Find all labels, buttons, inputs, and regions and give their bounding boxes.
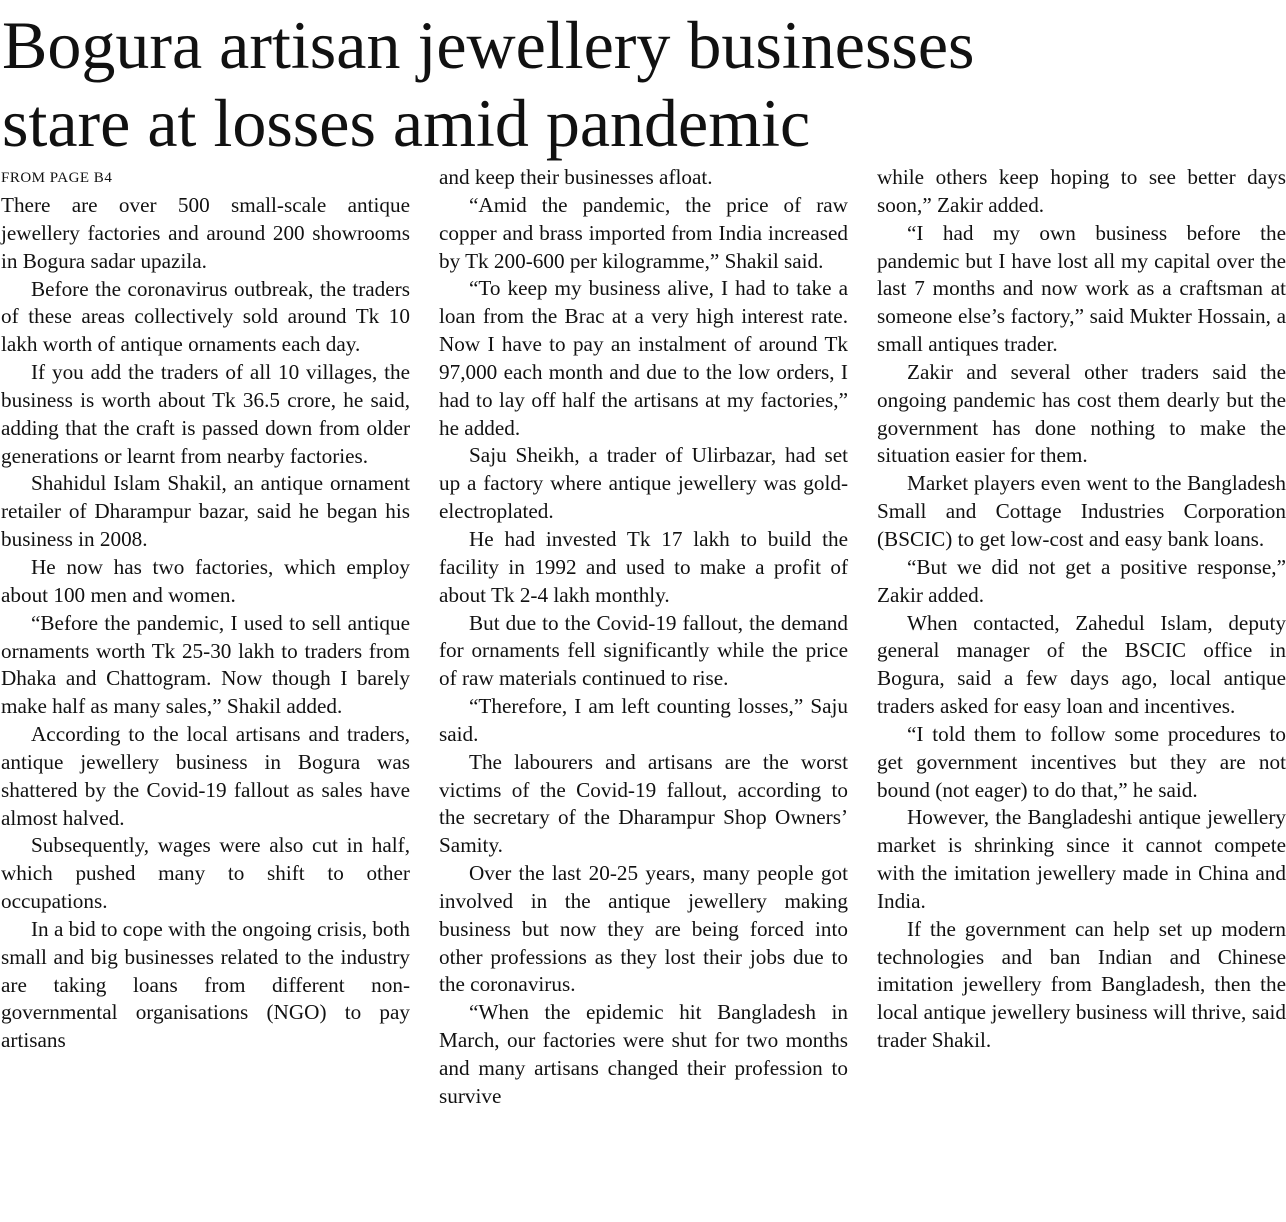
article-column-3 <box>877 164 1286 1055</box>
paragraph: The labourers and artisans are the worst victims of the Covid-19 fallout, according to the secretary of the Dharampur Shop Owners’ Samity. <box>439 749 848 858</box>
paragraph: If you add the traders of all 10 villages, the business is worth about Tk 36.5 crore, he said, adding that the craft is passed down from older generations or learnt from nearby factories. <box>1 360 410 468</box>
paragraph: According to the local artisans and traders, antique jewellery business in Bogura was shattered by the Covid-19 fallout as sales have almost halved. <box>1 722 410 830</box>
paragraph: Saju Sheikh, a trader of Ulirbazar, had set up a factory where antique jewellery was gold-electroplated. <box>439 443 848 524</box>
headline-line-1: Bogura artisan jewellery businesses <box>2 7 975 83</box>
paragraph: “I had my own business before the pandemic but I have lost all my capital over the last 7 months and now work as a craftsman at someone else’s factory,” said Mukter Hossain, a small antiques trader. <box>877 220 1286 357</box>
paragraph: while others keep hoping to see better days soon,” Zakir added. <box>877 165 1286 217</box>
paragraph: Market players even went to the Bangladesh Small and Cottage Industries Corporation (BSCIC) to get low-cost and easy bank loans. <box>877 471 1286 551</box>
paragraph: “Amid the pandemic, the price of raw copper and brass imported from India increased by Tk 200-600 per kilogramme,” Shakil said. <box>439 192 848 273</box>
headline <box>2 6 1282 162</box>
paragraph: Subsequently, wages were also cut in half, which pushed many to shift to other occupations. <box>1 833 410 914</box>
paragraph: “But we did not get a positive response,” Zakir added. <box>877 554 1286 607</box>
paragraph: “Before the pandemic, I used to sell antique ornaments worth Tk 25-30 lakh to traders from Dhaka and Chattogram. Now though I barely make half as many sales,” Shakil added. <box>1 610 410 719</box>
dateline: FROM PAGE B4 <box>1 170 113 186</box>
article-column-1 <box>1 164 410 1055</box>
paragraph: But due to the Covid-19 fallout, the demand for ornaments fell significantly while the price of raw materials continued to rise. <box>439 610 848 691</box>
headline-line-2: stare at losses amid pandemic <box>2 85 811 161</box>
paragraph: He had invested Tk 17 lakh to build the facility in 1992 and used to make a profit of about Tk 2-4 lakh monthly. <box>439 526 848 607</box>
paragraph: If the government can help set up modern technologies and ban Indian and Chinese imitation jewellery from Bangladesh, then the local antique jewellery business will thrive, said trader Shakil. <box>877 916 1286 1053</box>
paragraph: Over the last 20-25 years, many people got involved in the antique jewellery making business but now they are being forced into other professions as they lost their jobs due to the coronavirus. <box>439 861 848 997</box>
paragraph: He now has two factories, which employ about 100 men and women. <box>1 554 410 607</box>
paragraph: In a bid to cope with the ongoing crisis, both small and big businesses related to the industry are taking loans from different non-governmental organisations (NGO) to pay artisans <box>1 916 410 1053</box>
paragraph: Zakir and several other traders said the ongoing pandemic has cost them dearly but the government has done nothing to make the situation easier for them. <box>877 359 1286 468</box>
paragraph: However, the Bangladeshi antique jewellery market is shrinking since it cannot compete with the imitation jewellery made in China and India. <box>877 805 1286 913</box>
paragraph: There are over 500 small-scale antique jewellery factories and around 200 showrooms in Bogura sadar upazila. <box>1 193 410 273</box>
paragraph: “When the epidemic hit Bangladesh in March, our factories were shut for two months and many artisans changed their profession to survive <box>439 1000 848 1108</box>
paragraph: Before the coronavirus outbreak, the traders of these areas collectively sold around Tk 10 lakh worth of antique ornaments each day. <box>1 276 410 357</box>
paragraph: “To keep my business alive, I had to take a loan from the Brac at a very high interest rate. Now I have to pay an instalment of around Tk 97,000 each month and due to the low orders, I had to lay off half the artisans at my factories,” he added. <box>439 276 848 440</box>
paragraph: “I told them to follow some procedures to get government incentives but they are not bound (not eager) to do that,” he said. <box>877 721 1286 802</box>
paragraph: When contacted, Zahedul Islam, deputy general manager of the BSCIC office in Bogura, said a few days ago, local antique traders asked for easy loan and incentives. <box>877 610 1286 719</box>
article-column-2 <box>439 164 848 1111</box>
paragraph: and keep their businesses afloat. <box>439 165 713 189</box>
paragraph: “Therefore, I am left counting losses,” Saju said. <box>439 694 848 746</box>
paragraph: Shahidul Islam Shakil, an antique ornament retailer of Dharampur bazar, said he began his business in 2008. <box>1 471 410 552</box>
